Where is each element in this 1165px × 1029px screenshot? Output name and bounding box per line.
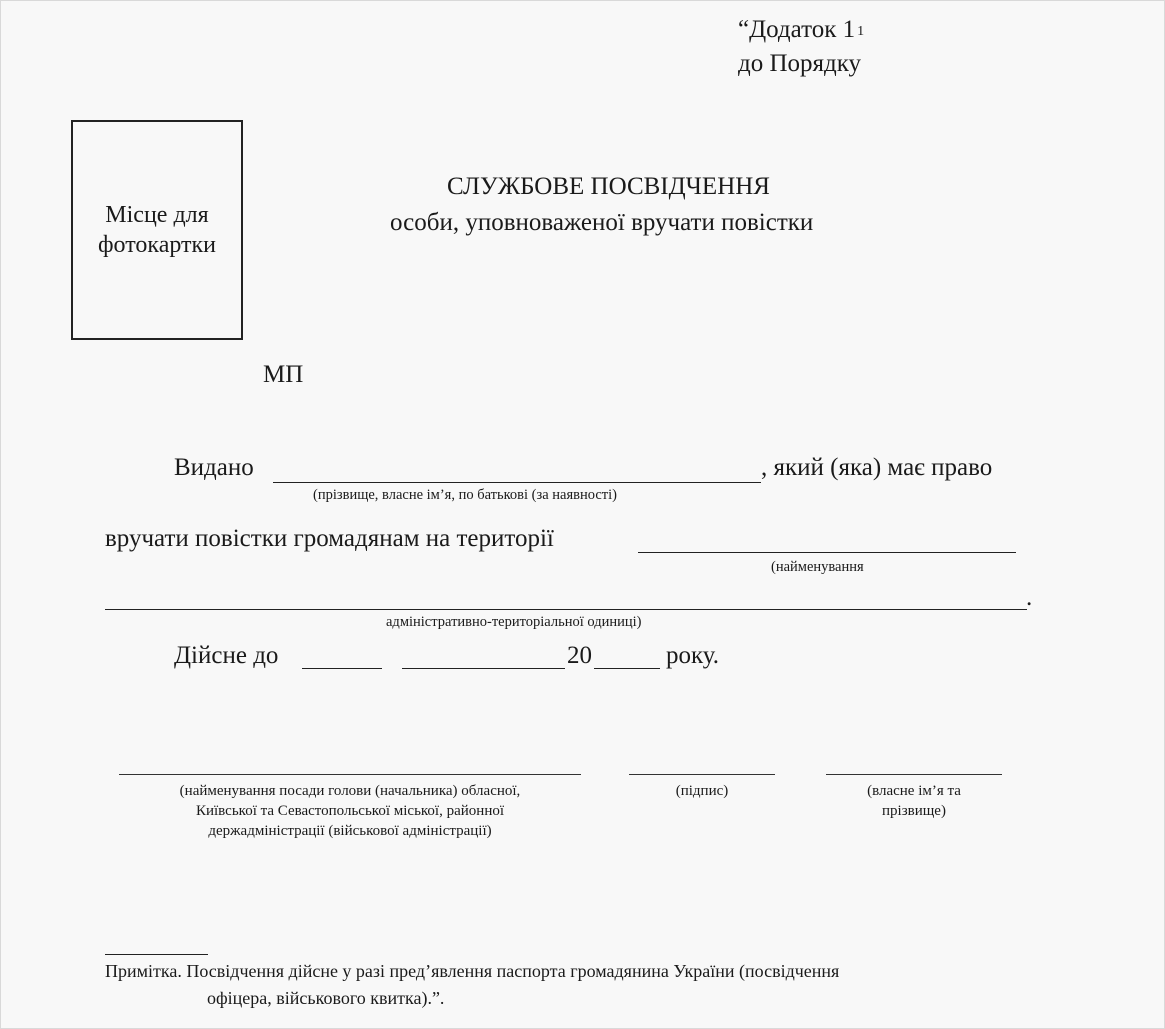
territory-caption-2: адміністративно-територіальної одиниці) [386,614,642,630]
name-blank-line [273,482,761,483]
territory-period: . [1026,584,1033,611]
deliver-text: вручати повістки громадянам на території [105,525,554,552]
territory-caption-1: (найменування [771,559,864,575]
stamp-label: МП [263,361,304,388]
photo-label-line-1: Місце для [105,202,209,228]
valid-until-label: Дійсне до [174,642,279,669]
appendix-reference [738,13,864,81]
position-caption [109,781,591,841]
issued-to-row [174,454,254,482]
document-title: СЛУЖБОВЕ ПОСВІДЧЕННЯ [447,173,770,200]
appendix-line-2: до Порядку [738,50,862,77]
year-prefix: 20 [567,642,592,669]
day-blank-line [302,668,382,669]
note-line-2: офіцера, військового квитка).”. [207,988,445,1008]
year-suffix: року. [666,642,720,669]
signature-line [629,774,775,775]
position-caption-line-3: держадміністрації (військової адміністрації) [208,823,492,839]
territory-blank-line [638,552,1016,553]
signature-caption: (підпис) [675,783,729,799]
appendix-superscript: 1 [857,24,865,39]
name-caption: (прізвище, власне ім’я, по батькові (за наявності) [313,487,617,503]
issued-suffix: , який (яка) має право [761,454,993,481]
name-caption-line-1: (власне ім’я та [867,783,961,799]
issued-to-label: Видано [174,454,254,481]
appendix-line-1: “Додаток 1 [738,16,856,43]
position-signature-line [119,774,581,775]
document-subtitle: особи, уповноваженої вручати повістки [390,209,814,236]
footnote-separator [105,954,208,955]
month-blank-line [402,668,565,669]
name-signature-line [826,774,1002,775]
name-caption [826,781,1002,821]
position-caption-line-2: Київської та Севастопольської міської, районної [195,803,505,819]
position-caption-line-1: (найменування посади голови (начальника) обласної, [179,783,521,799]
name-caption-line-2: прізвище) [882,803,946,819]
note-line-1: Примітка. Посвідчення дійсне у разі пред’явлення паспорта громадянина України (посвідчення [105,961,840,981]
photo-placeholder [71,120,243,340]
year-blank-line [594,668,660,669]
territory-blank-line-2 [105,609,1027,610]
photo-label-line-2: фотокартки [97,232,217,258]
